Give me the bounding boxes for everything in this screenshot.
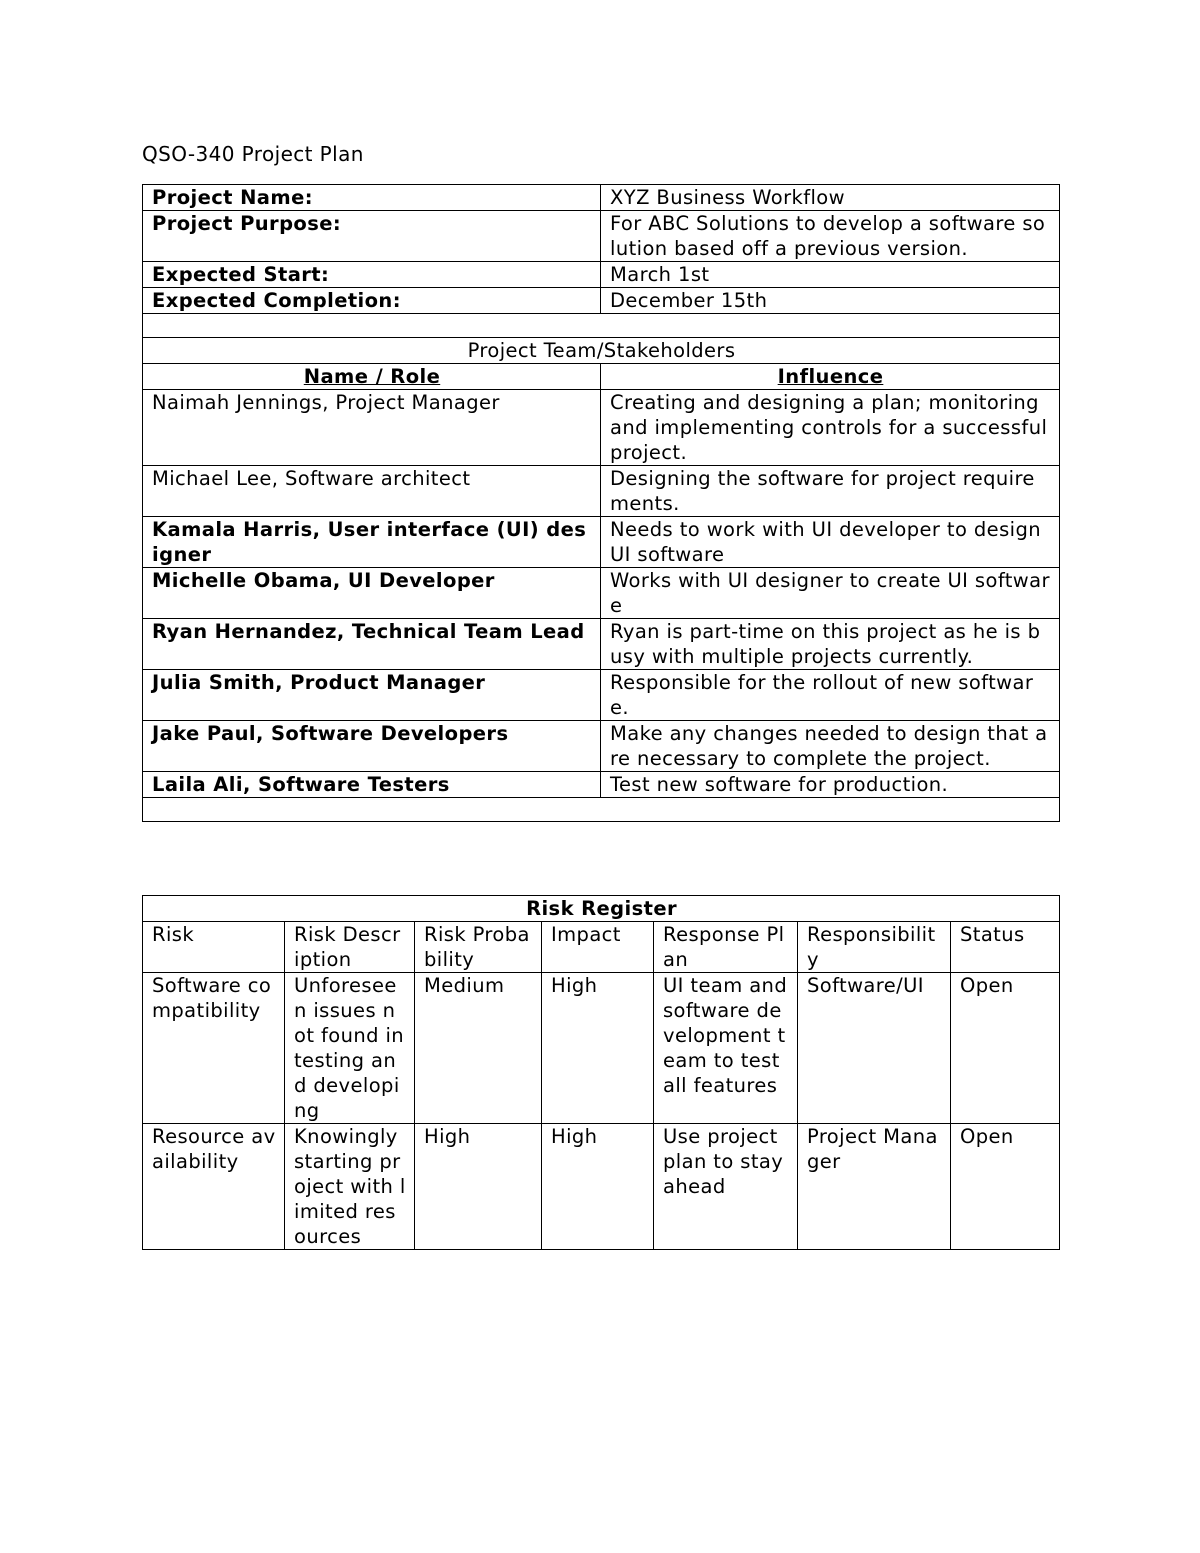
risk-cell-probability: High — [415, 1124, 542, 1250]
document-title: QSO-340 Project Plan — [142, 142, 364, 166]
team-member-row — [143, 619, 1060, 670]
project-name-row — [143, 185, 1060, 211]
trailing-empty-cell — [143, 798, 1060, 822]
expected-start-label: Expected Start: — [143, 262, 601, 288]
project-name-value: XYZ Business Workflow — [601, 185, 1060, 211]
risk-cell-response-plan: Use project plan to stay ahead — [654, 1124, 798, 1250]
risk-header-probability: Risk Probability — [415, 922, 542, 973]
member-influence: Needs to work with UI developer to design UI software — [601, 517, 1060, 568]
team-member-row — [143, 390, 1060, 466]
member-influence: Designing the software for project requirements. — [601, 466, 1060, 517]
risk-cell-impact: High — [542, 1124, 654, 1250]
risk-cell-description: Unforeseen issues not found in testing and developing — [285, 973, 415, 1124]
member-name-role: Kamala Harris, User interface (UI) designer — [143, 517, 601, 568]
team-member-row — [143, 517, 1060, 568]
team-member-row — [143, 568, 1060, 619]
risk-cell-risk: Software compatibility — [143, 973, 285, 1124]
team-column-headers — [143, 364, 1060, 390]
risk-register-title-row — [143, 896, 1060, 922]
risk-cell-risk: Resource availability — [143, 1124, 285, 1250]
risk-header-description: Risk Description — [285, 922, 415, 973]
spacer-cell — [143, 314, 1060, 338]
member-influence: Test new software for production. — [601, 772, 1060, 798]
risk-header-row — [143, 922, 1060, 973]
project-name-label: Project Name: — [143, 185, 601, 211]
team-member-row — [143, 721, 1060, 772]
team-member-row — [143, 772, 1060, 798]
risk-cell-responsibility: Software/UI — [798, 973, 951, 1124]
project-purpose-label: Project Purpose: — [143, 211, 601, 262]
expected-completion-row — [143, 288, 1060, 314]
name-role-header: Name / Role — [143, 364, 601, 390]
member-influence: Responsible for the rollout of new software. — [601, 670, 1060, 721]
risk-cell-status: Open — [951, 973, 1060, 1124]
team-section-header-row — [143, 338, 1060, 364]
expected-completion-value: December 15th — [601, 288, 1060, 314]
risk-cell-responsibility: Project Manager — [798, 1124, 951, 1250]
risk-cell-probability: Medium — [415, 973, 542, 1124]
member-influence: Make any changes needed to design that are necessary to complete the project. — [601, 721, 1060, 772]
trailing-empty-row — [143, 798, 1060, 822]
member-influence: Works with UI designer to create UI software — [601, 568, 1060, 619]
project-purpose-value: For ABC Solutions to develop a software solution based off a previous version. — [601, 211, 1060, 262]
risk-cell-description: Knowingly starting project with limited resources — [285, 1124, 415, 1250]
project-plan-table — [142, 184, 1060, 822]
risk-header-impact: Impact — [542, 922, 654, 973]
member-name-role: Michelle Obama, UI Developer — [143, 568, 601, 619]
risk-row — [143, 1124, 1060, 1250]
risk-header-status: Status — [951, 922, 1060, 973]
influence-header: Influence — [601, 364, 1060, 390]
team-section-title: Project Team/Stakeholders — [143, 338, 1060, 364]
team-member-row — [143, 670, 1060, 721]
risk-register-table — [142, 895, 1060, 1250]
member-name-role: Laila Ali, Software Testers — [143, 772, 601, 798]
risk-header-risk: Risk — [143, 922, 285, 973]
risk-header-responsibility: Responsibility — [798, 922, 951, 973]
project-purpose-row — [143, 211, 1060, 262]
risk-cell-status: Open — [951, 1124, 1060, 1250]
member-influence: Ryan is part-time on this project as he is busy with multiple projects currently. — [601, 619, 1060, 670]
member-name-role: Jake Paul, Software Developers — [143, 721, 601, 772]
risk-header-response-plan: Response Plan — [654, 922, 798, 973]
member-name-role: Michael Lee, Software architect — [143, 466, 601, 517]
member-name-role: Naimah Jennings, Project Manager — [143, 390, 601, 466]
risk-cell-response-plan: UI team and software development team to test all features — [654, 973, 798, 1124]
risk-register-title: Risk Register — [143, 896, 1060, 922]
team-member-row — [143, 466, 1060, 517]
expected-completion-label: Expected Completion: — [143, 288, 601, 314]
expected-start-row — [143, 262, 1060, 288]
spacer-row — [143, 314, 1060, 338]
risk-row — [143, 973, 1060, 1124]
risk-cell-impact: High — [542, 973, 654, 1124]
member-name-role: Ryan Hernandez, Technical Team Lead — [143, 619, 601, 670]
member-name-role: Julia Smith, Product Manager — [143, 670, 601, 721]
expected-start-value: March 1st — [601, 262, 1060, 288]
member-influence: Creating and designing a plan; monitoring and implementing controls for a successful project. — [601, 390, 1060, 466]
